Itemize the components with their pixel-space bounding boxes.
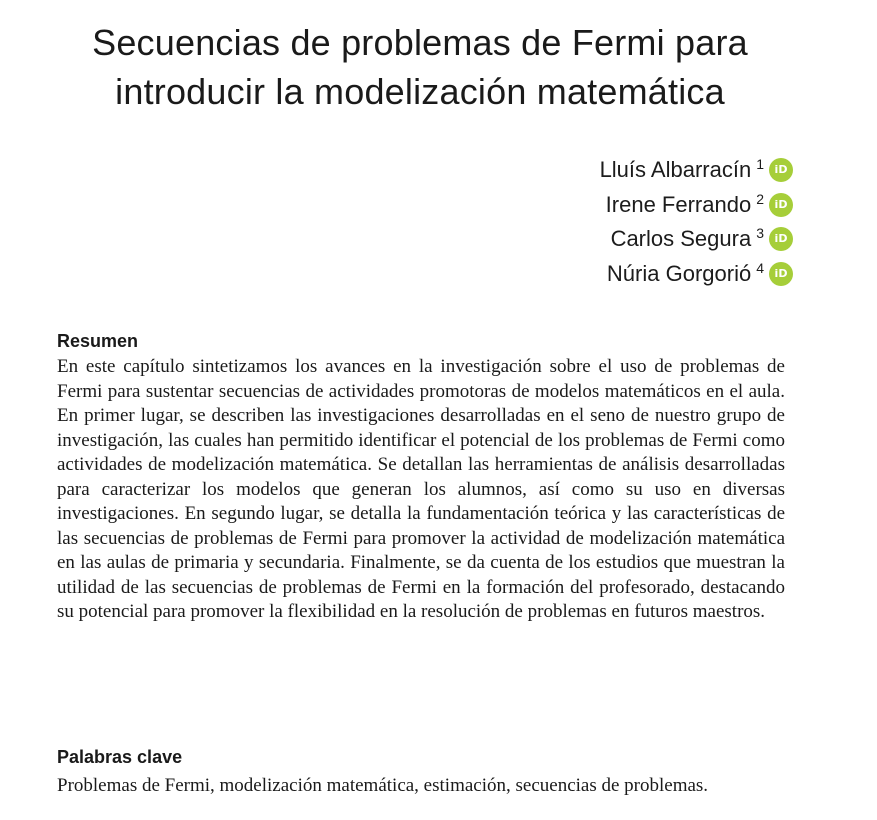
abstract-text: En este capítulo sintetizamos los avances en la investigación sobre el uso de problemas de Fermi para sustentar secuencias de actividades promotoras de modelos matemáticos en el aula. En primer lugar, se describen las investigaciones desarrolladas en el seno de nuestro grupo de investigación, las cuales han permitido identificar el potencial de los problemas de Fermi como actividades de modelización matemática. Se detallan las herramientas de análisis desarrolladas para caracterizar los modelos que generan los alumnos, así como su uso en diversas investigaciones. En segundo lugar, se detalla la fundamentación teórica y las características de las secuencias de problemas de Fermi para promover la actividad de modelización matemática en las aulas de primaria y secundaria. Finalmente, se da cuenta de los estudios que muestran la utilidad de las secuencias de problemas de Fermi en la formación del profesorado, destacando su potencial para promover la flexibilidad en la resolución de problemas en futuros maestros. [57, 356, 785, 622]
orcid-icon[interactable]: iD [769, 193, 793, 217]
author-albarracin [600, 153, 793, 188]
author-name: Carlos Segura [610, 226, 752, 252]
orcid-icon[interactable]: iD [769, 158, 793, 182]
paper-title-line-1: Secuencias de problemas de Fermi para [92, 22, 748, 63]
author-affiliation: 2 [756, 190, 764, 207]
author-name: Lluís Albarracín [599, 157, 752, 183]
abstract-heading: Resumen [57, 331, 139, 351]
author-segura [600, 222, 793, 257]
paper-title [0, 18, 840, 116]
keywords-heading: Palabras clave [57, 747, 183, 767]
author-ferrando [600, 188, 793, 223]
author-name: Irene Ferrando [605, 191, 752, 217]
author-gorgorio [600, 257, 793, 292]
author-name: Núria Gorgorió [606, 260, 752, 286]
author-affiliation: 1 [756, 156, 764, 173]
paper-title-line-2: introducir la modelización matemática [115, 71, 725, 112]
author-list [600, 153, 793, 291]
keywords-text: Problemas de Fermi, modelización matemática, estimación, secuencias de problemas. [57, 775, 709, 796]
orcid-icon[interactable]: iD [769, 227, 793, 251]
orcid-icon[interactable]: iD [769, 262, 793, 286]
author-affiliation: 3 [756, 225, 764, 242]
author-affiliation: 4 [756, 259, 764, 276]
